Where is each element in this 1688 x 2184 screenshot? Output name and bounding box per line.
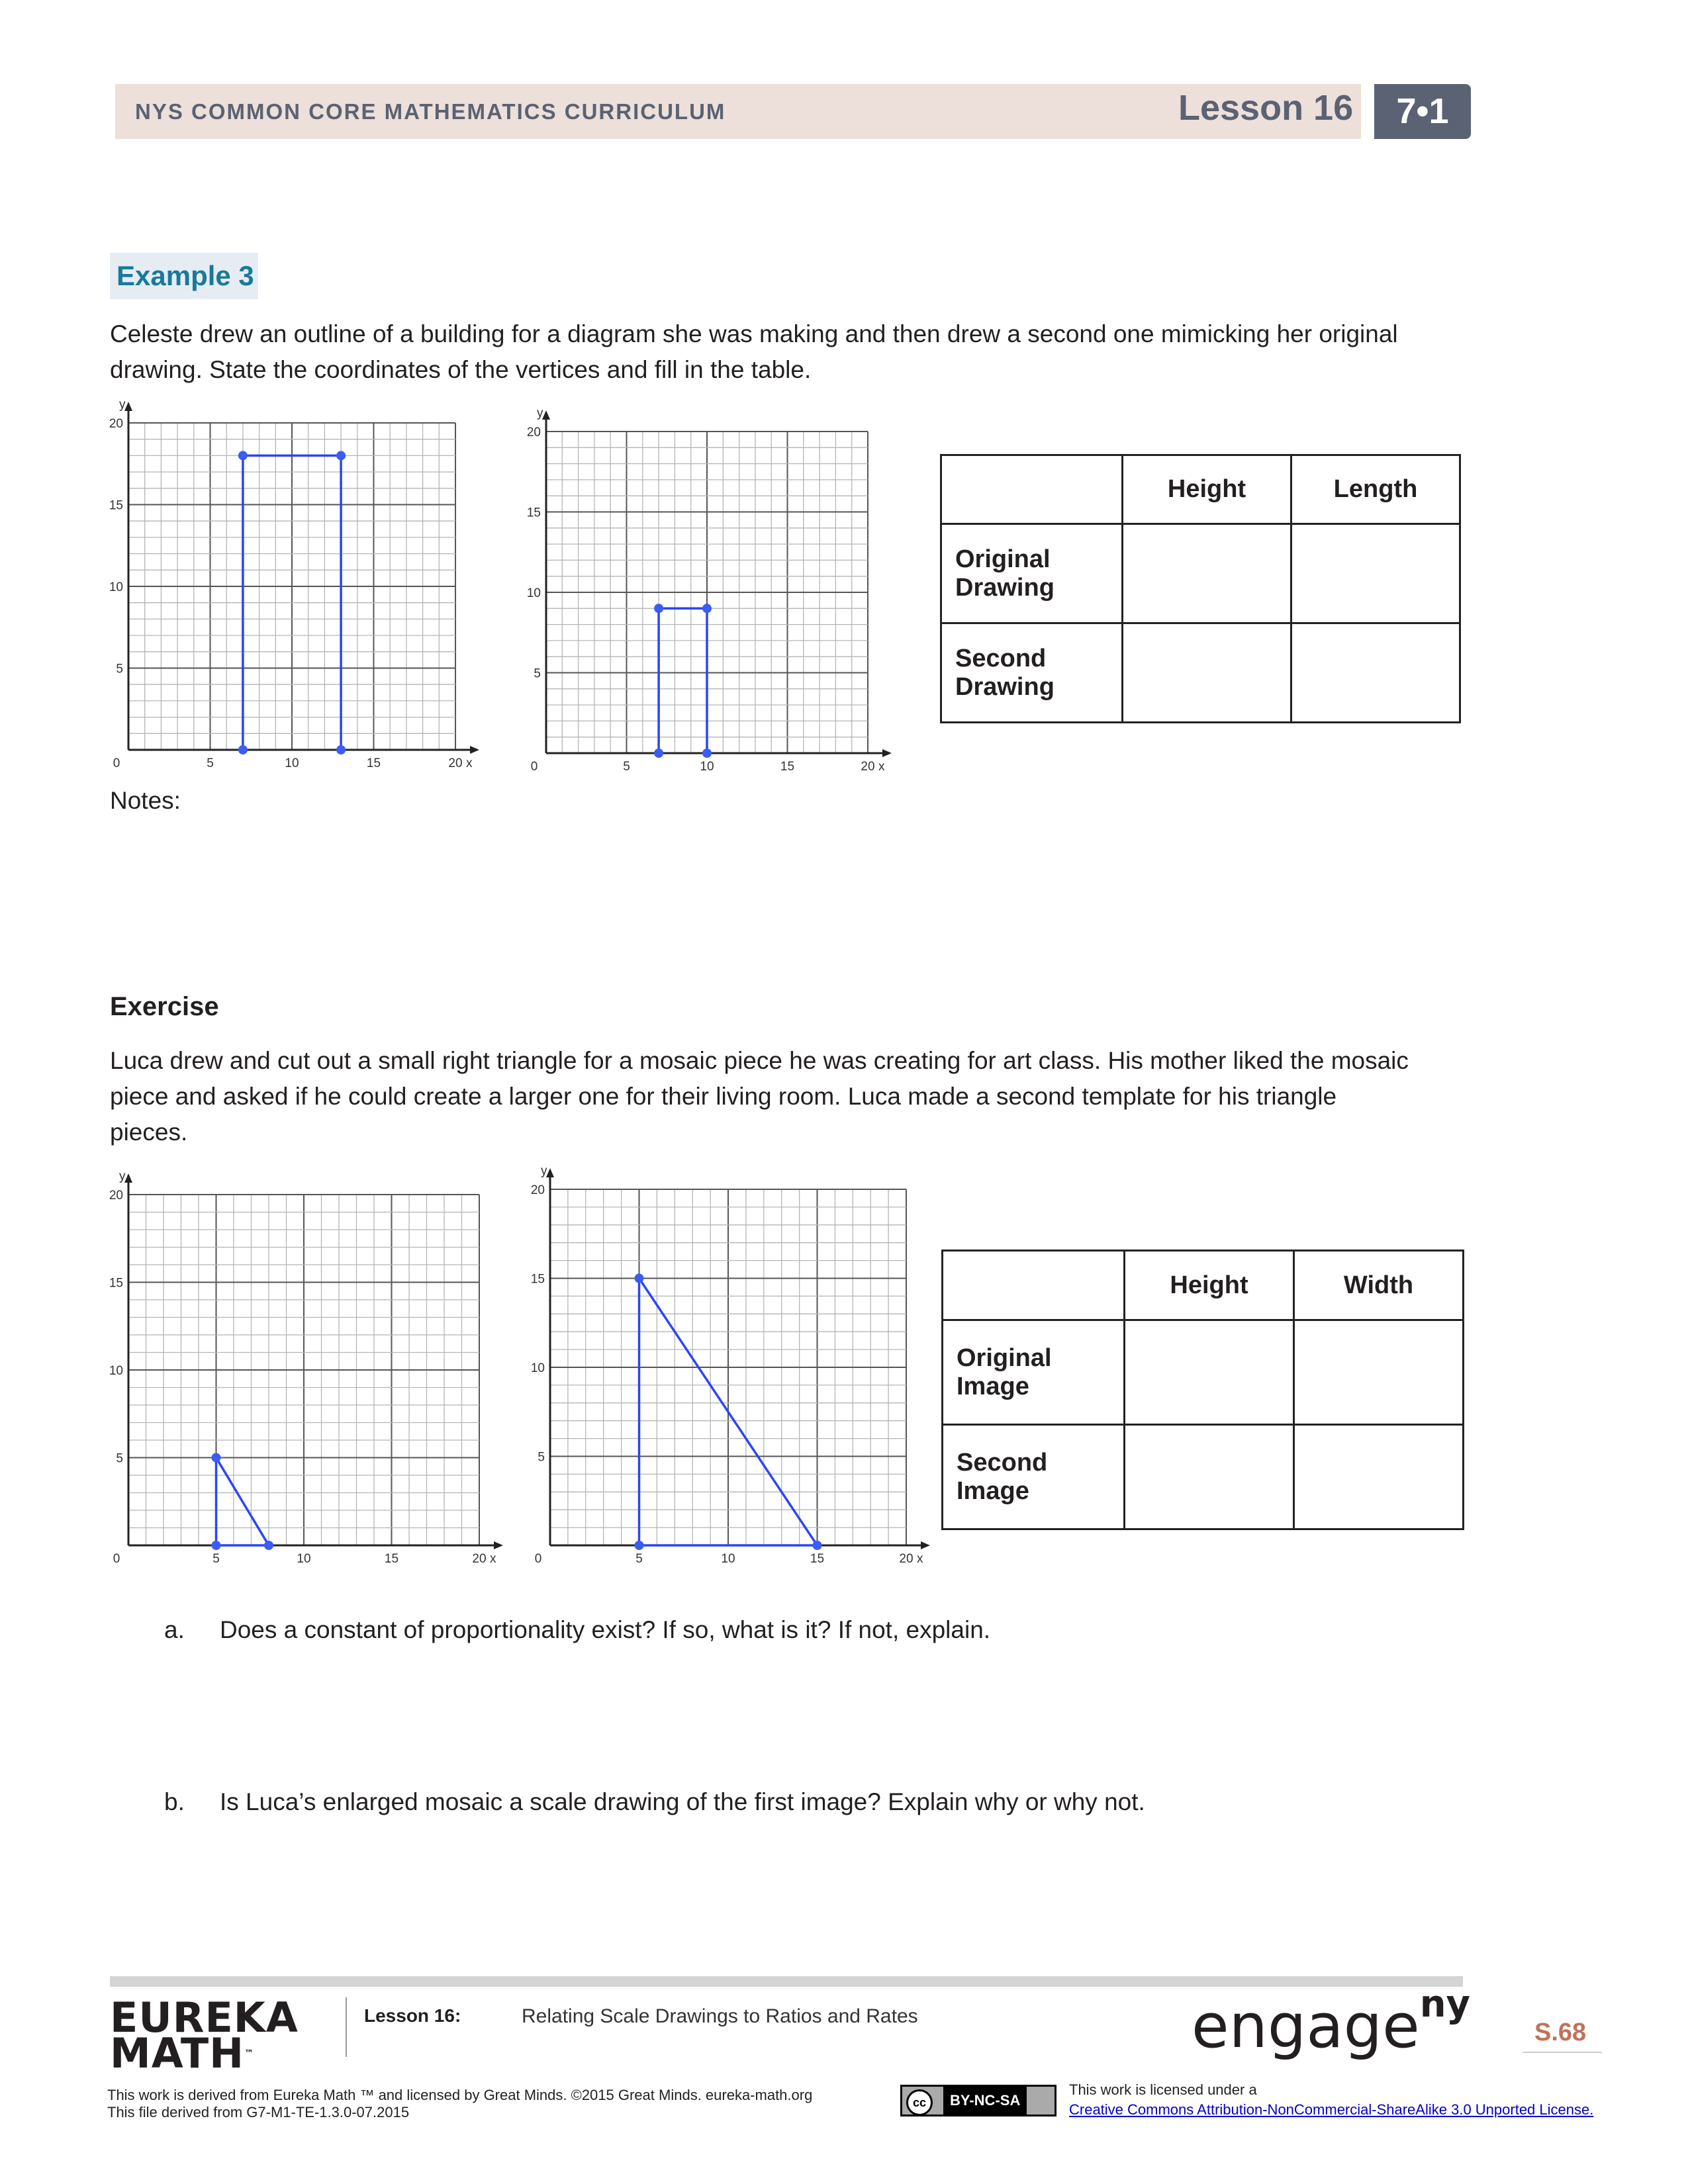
- table-cell-input[interactable]: [1291, 623, 1460, 723]
- x-tick-label: 5: [207, 756, 214, 770]
- exercise-table: [941, 1250, 1464, 1530]
- row-label-line-2: Drawing: [955, 573, 1055, 602]
- table-header-height: Height: [1123, 455, 1291, 524]
- graph-second-drawing: [520, 404, 904, 774]
- cc-badge-text: BY-NC-SA: [943, 2087, 1027, 2115]
- footer-divider: [346, 1997, 347, 2057]
- logo-line-2: MATH: [110, 2029, 245, 2077]
- vertex-point: [212, 1453, 221, 1463]
- vertex-point: [654, 749, 663, 758]
- table-row-label: [941, 524, 1123, 623]
- x-tick-label: 20: [448, 756, 463, 770]
- question-b-text: Is Luca’s enlarged mosaic a scale drawing of the first image? Explain why or why not.: [220, 1788, 1145, 1815]
- origin-label: 0: [113, 756, 120, 770]
- x-tick-label: 10: [721, 1552, 735, 1566]
- vertex-point: [702, 749, 712, 758]
- table-cell-input[interactable]: [1294, 1425, 1464, 1529]
- x-axis-arrow: [882, 749, 892, 757]
- x-tick-label: 10: [285, 756, 299, 770]
- table-header-width: Width: [1294, 1251, 1464, 1320]
- cc-license-badge[interactable]: [900, 2085, 1056, 2116]
- table-row-label: [941, 623, 1123, 723]
- y-tick-label: 15: [526, 506, 541, 520]
- example-3-table: [940, 454, 1461, 723]
- page-number-rule: [1523, 2052, 1602, 2053]
- engage-text: engage: [1192, 1991, 1420, 2062]
- graph-second-image: [520, 1158, 943, 1578]
- vertex-point: [654, 604, 663, 613]
- x-tick-label: 5: [635, 1552, 643, 1566]
- y-tick-label: 20: [526, 426, 541, 439]
- y-tick-label: 10: [109, 1364, 123, 1378]
- shape-outline: [659, 608, 707, 753]
- license-text: This work is licensed under a: [1069, 2081, 1257, 2098]
- y-axis-arrow: [124, 402, 132, 411]
- vertex-point: [702, 604, 712, 613]
- table-cell-input[interactable]: [1123, 524, 1291, 623]
- vertex-point: [264, 1541, 273, 1550]
- exercise-text-line-3: pieces.: [110, 1118, 188, 1146]
- vertex-point: [635, 1274, 644, 1283]
- engage-ny-text: ny: [1419, 1983, 1471, 2026]
- derived-line-2: This file derived from G7-M1-TE-1.3.0-07.2015: [107, 2104, 410, 2120]
- y-tick-label: 5: [534, 666, 541, 681]
- y-axis-arrow: [542, 410, 550, 420]
- table-corner-cell: [943, 1251, 1125, 1320]
- x-tick-label: 20: [472, 1552, 487, 1566]
- y-tick-label: 10: [526, 586, 541, 600]
- table-corner-cell: [941, 455, 1123, 524]
- table-cell-input[interactable]: [1125, 1320, 1294, 1425]
- license-link[interactable]: Creative Commons Attribution-NonCommercial-ShareAlike 3.0 Unported License.: [1069, 2101, 1594, 2118]
- x-axis-arrow: [470, 746, 479, 754]
- origin-label: 0: [530, 760, 538, 774]
- question-a-letter: a.: [164, 1616, 185, 1643]
- y-tick-label: 15: [109, 1276, 123, 1291]
- row-label-line-1: Second: [957, 1448, 1048, 1477]
- logo-line-1: EUREKA: [110, 1993, 299, 2042]
- example-3-label: Example 3: [110, 253, 258, 299]
- vertex-point: [336, 451, 346, 460]
- example-3-text-line-2: drawing. State the coordinates of the vertices and fill in the table.: [110, 356, 812, 383]
- origin-label: 0: [113, 1552, 120, 1566]
- lesson-title: Lesson 16: [1178, 88, 1354, 128]
- y-tick-label: 20: [530, 1183, 545, 1197]
- curriculum-title: NYS COMMON CORE MATHEMATICS CURRICULUM: [135, 99, 726, 124]
- question-a-text: Does a constant of proportionality exist? If so, what is it? If not, explain.: [220, 1616, 991, 1643]
- page-number: S.68: [1534, 2019, 1587, 2046]
- table-header-height: Height: [1125, 1251, 1294, 1320]
- exercise-heading: Exercise: [110, 992, 219, 1021]
- logo-trademark: ™: [244, 2048, 255, 2059]
- x-tick-label: 15: [810, 1552, 825, 1566]
- derived-line-1: This work is derived from Eureka Math ™ and licensed by Great Minds. ©2015 Great Minds. eureka-math.org: [107, 2087, 813, 2103]
- row-label-line-2: Image: [957, 1372, 1029, 1400]
- y-axis-label: y: [119, 398, 126, 412]
- x-axis-arrow: [921, 1541, 930, 1549]
- vertex-point: [238, 451, 248, 460]
- x-axis-label: x: [878, 760, 885, 774]
- y-axis-arrow: [124, 1173, 132, 1183]
- table-row-label: [943, 1320, 1125, 1425]
- row-label-line-1: Original: [955, 545, 1051, 573]
- y-tick-label: 15: [530, 1272, 545, 1287]
- vertex-point: [238, 745, 248, 754]
- row-label-line-1: Second: [955, 644, 1047, 672]
- y-axis-label: y: [537, 406, 543, 420]
- row-label-line-2: Image: [957, 1477, 1029, 1505]
- x-tick-label: 5: [623, 760, 630, 774]
- x-tick-label: 15: [384, 1552, 399, 1566]
- x-axis-arrow: [494, 1541, 503, 1549]
- x-axis-label: x: [490, 1552, 496, 1566]
- y-axis-arrow: [546, 1168, 554, 1177]
- question-b-letter: b.: [164, 1788, 185, 1815]
- y-tick-label: 5: [116, 1451, 123, 1466]
- x-tick-label: 10: [700, 760, 714, 774]
- y-tick-label: 10: [530, 1361, 545, 1375]
- table-row-label: [943, 1425, 1125, 1529]
- vertex-point: [813, 1541, 822, 1550]
- y-tick-label: 15: [109, 498, 123, 513]
- footer-lesson-title: Relating Scale Drawings to Ratios and Rates: [522, 2005, 918, 2027]
- vertex-point: [336, 745, 346, 754]
- x-axis-label: x: [466, 756, 473, 770]
- origin-label: 0: [534, 1552, 542, 1566]
- table-cell-input[interactable]: [1123, 623, 1291, 723]
- x-tick-label: 20: [861, 760, 875, 774]
- grade-module-badge: 7•1: [1374, 84, 1471, 139]
- y-tick-label: 10: [109, 580, 123, 594]
- eureka-math-logo: [110, 1993, 299, 2077]
- graph-original-drawing: [99, 397, 483, 774]
- y-tick-label: 5: [538, 1450, 545, 1465]
- y-axis-label: y: [119, 1169, 126, 1183]
- vertex-point: [212, 1541, 221, 1550]
- y-tick-label: 5: [116, 662, 123, 676]
- engageny-logo: [1192, 1983, 1471, 2062]
- table-header-length: Length: [1291, 455, 1460, 524]
- x-tick-label: 5: [212, 1552, 220, 1566]
- shape-outline: [216, 1458, 269, 1546]
- table-cell-input[interactable]: [1294, 1320, 1464, 1425]
- graph-original-image: [99, 1161, 510, 1578]
- footer-rule: [110, 1976, 1463, 1987]
- y-tick-label: 20: [109, 417, 123, 431]
- vertex-point: [635, 1541, 644, 1550]
- table-cell-input[interactable]: [1125, 1425, 1294, 1529]
- exercise-text-line-1: Luca drew and cut out a small right triangle for a mosaic piece he was creating for art class. His mother liked the mosaic: [110, 1047, 1409, 1074]
- footer-lesson-label: Lesson 16:: [364, 2005, 461, 2026]
- x-tick-label: 20: [899, 1552, 914, 1566]
- x-tick-label: 15: [780, 760, 795, 774]
- y-tick-label: 20: [109, 1189, 123, 1203]
- row-label-line-2: Drawing: [955, 672, 1055, 701]
- cc-icon: cc: [906, 2089, 933, 2116]
- row-label-line-1: Original: [957, 1343, 1052, 1372]
- x-tick-label: 10: [297, 1552, 311, 1566]
- y-axis-label: y: [541, 1164, 547, 1178]
- example-3-text-line-1: Celeste drew an outline of a building for a diagram she was making and then drew a second one mimicking her original: [110, 320, 1398, 347]
- table-cell-input[interactable]: [1291, 524, 1460, 623]
- x-tick-label: 15: [366, 756, 381, 770]
- exercise-text-line-2: piece and asked if he could create a larger one for their living room. Luca made a second template for his triangle: [110, 1083, 1337, 1110]
- x-axis-label: x: [917, 1552, 923, 1566]
- notes-label: Notes:: [110, 787, 181, 814]
